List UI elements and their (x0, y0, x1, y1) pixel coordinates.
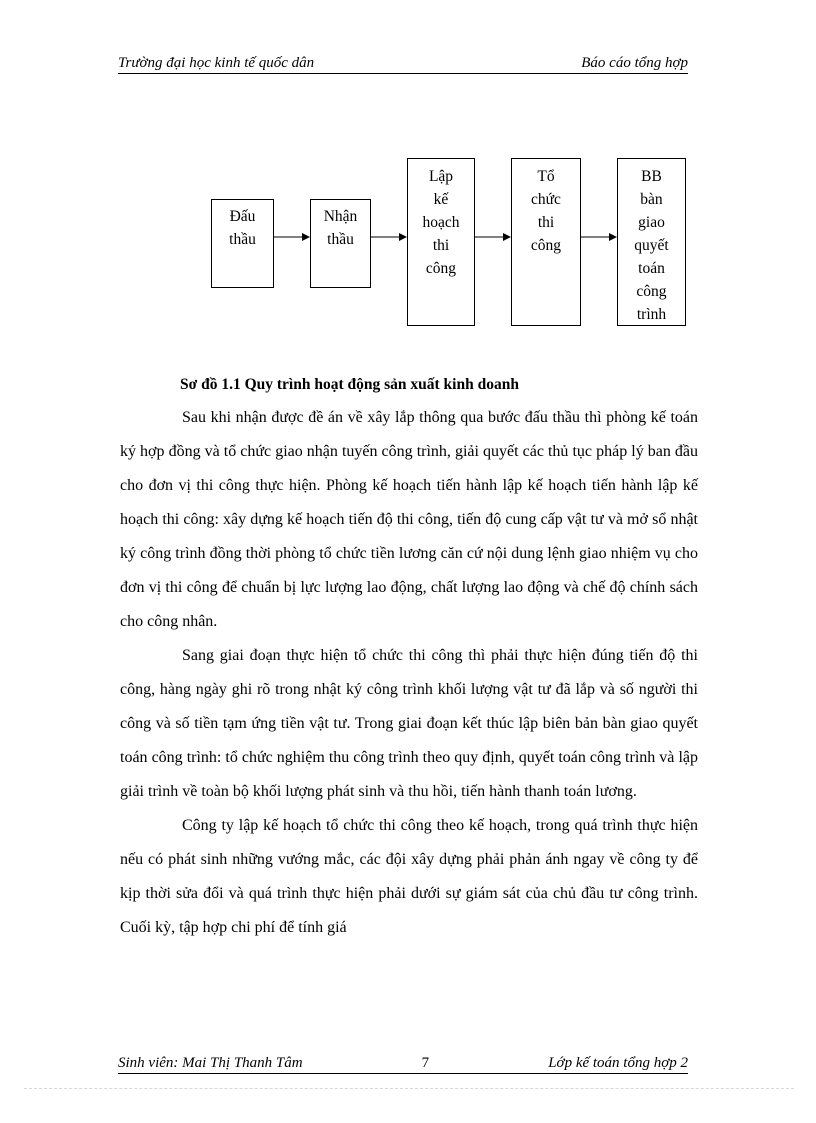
footer-separator (24, 1088, 794, 1089)
box-to-chuc-thi-cong (511, 158, 581, 326)
paragraph-2: Sang giai đoạn thực hiện tổ chức thi công thì phải thực hiện đúng tiến độ thi công, hàng ngày ghi rõ trong nhật ký công trình khối lượng vật tư đã lắp và số người thi công và số tiền tạm ứng tiền vật tư. Trong giai đoạn kết thúc lập biên bản bàn giao quyết toán công trình: tổ chức nghiệm thu công trình theo quy định, quyết toán công trình và lập giải trình về toàn bộ khối lượng phát sinh và thu hồi, tiến hành thanh toán lương. (120, 647, 698, 800)
paragraph-1: Sau khi nhận được đề án về xây lắp thông qua bước đấu thầu thì phòng kế toán ký hợp đồng và tổ chức giao nhận tuyến công trình, giải quyết các thủ tục pháp lý ban đầu cho đơn vị thi công thực hiện. Phòng kế hoạch tiến hành lập kế hoạch tiến hành lập kế hoạch thi công: xây dựng kế hoạch tiến độ thi công, tiến độ cung cấp vật tư và mở sổ nhật ký công trình đồng thời phòng tổ chức tiền lương căn cứ nội dung lệnh giao nhiệm vụ cho đơn vị thi công để chuẩn bị lực lượng lao động, chất lượng lao động và chế độ chính sách cho công nhân. (120, 409, 698, 630)
page-number: 7 (421, 1055, 430, 1071)
box-nhan-thau-label: Nhận thầu (323, 208, 358, 248)
box-bb-ban-giao-label: BB bàn giao quyết toán công trình (634, 168, 669, 323)
box-to-chuc-label: Tổ chức thi công (530, 168, 562, 254)
header-school: Trường đại học kinh tế quốc dân (118, 55, 315, 71)
footer-student: Sinh viên: Mai Thị Thanh Tâm (118, 1055, 303, 1071)
page-footer (118, 1052, 688, 1074)
header-report-title: Báo cáo tổng hợp (581, 55, 688, 71)
box-dau-thau (211, 199, 274, 288)
box-nhan-thau (310, 199, 371, 288)
paragraph-3: Công ty lập kế hoạch tổ chức thi công theo kế hoạch, trong quá trình thực hiện nếu có phát sinh những vướng mắc, các đội xây dựng phải phản ánh ngay về công ty để kịp thời sửa đổi và quá trình thực hiện phải dưới sự giám sát của chủ đầu tư công trình. Cuối kỳ, tập hợp chi phí để tính giá (120, 817, 698, 936)
process-diagram (0, 0, 816, 340)
box-lap-ke-hoach-label: Lập kế hoạch thi công (422, 168, 460, 277)
box-bb-ban-giao (617, 158, 686, 326)
body-text (120, 401, 698, 945)
diagram-caption: Sơ đồ 1.1 Quy trình hoạt động sản xuất kinh doanh (180, 376, 519, 393)
box-lap-ke-hoach (407, 158, 475, 326)
box-dau-thau-label: Đấu thầu (229, 208, 256, 248)
footer-class: Lớp kế toán tổng hợp 2 (548, 1055, 688, 1071)
